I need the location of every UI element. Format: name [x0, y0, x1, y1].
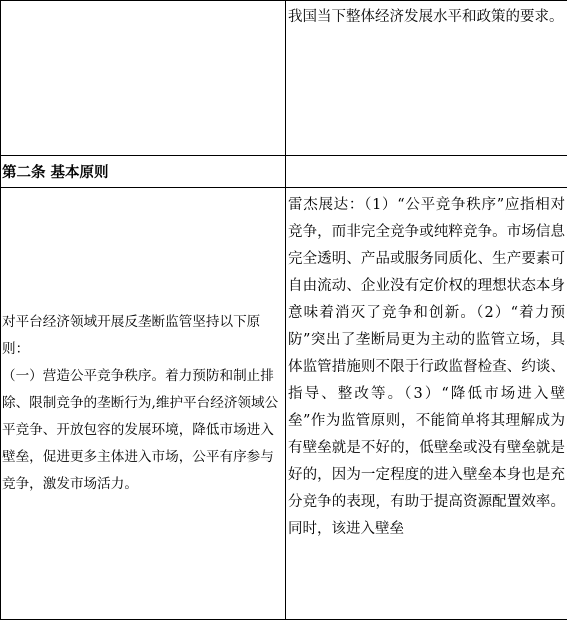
row2-right-cell	[286, 156, 567, 188]
row1-right-text: 我国当下整体经济发展水平和政策的要求。	[288, 3, 565, 32]
row1-left-cell	[1, 1, 286, 156]
commentary-text: 雷杰展达：（1）“公平竞争秩序”应指相对竞争，而非完全竞争或纯粹竞争。市场信息完全透明、产品或服务同质化、生产要素可自由流动、企业没有定价权的理想状态本身意味着消灭了竞争和创新。（2）“着力预防”突出了垄断局更为主动的监管立场，具体监管措施则不限于行政监督检查、约谈、指导、整改等。（3）“降低市场进入壁垒”作为监管原则，不能简单将其理解成为有壁垒就是不好的，低壁垒或没有壁垒就是好的，因为一定程度的进入壁垒本身也是充分竞争的表现，有助于提高资源配置效率。同时，该进入壁垒	[288, 192, 565, 543]
regulation-text-cell	[1, 188, 286, 620]
commentary-cell	[286, 188, 567, 620]
regulation-item-1: （一）营造公平竞争秩序。着力预防和制止排除、限制竞争的垄断行为,维护平台经济领域公平竞争、开放包容的发展环境，降低市场进入壁垒，促进更多主体进入市场，公平有序参与竞争，激发市场活力。	[2, 363, 283, 498]
table-row	[1, 188, 567, 620]
section-heading-cell	[1, 156, 286, 188]
regulation-intro: 对平台经济领域开展反垄断监管坚持以下原则：	[2, 309, 283, 363]
table-row	[1, 1, 567, 156]
row1-right-cell	[286, 1, 567, 156]
table-row	[1, 156, 567, 188]
section-heading: 第二条 基本原则	[2, 161, 285, 182]
